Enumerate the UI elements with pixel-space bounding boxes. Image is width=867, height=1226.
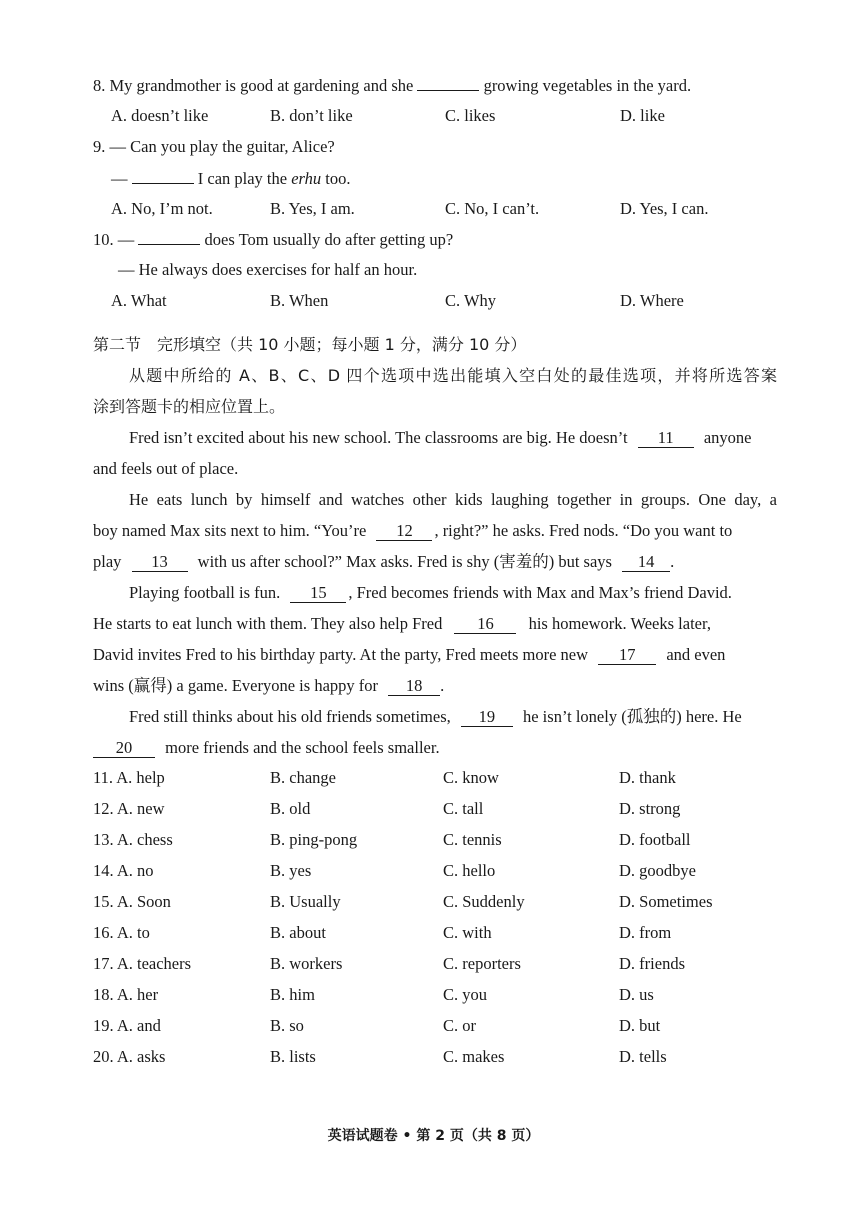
- option-d: D. Where: [620, 291, 684, 310]
- question-10-response: — He always does exercises for half an hour.: [118, 260, 418, 279]
- cloze-blank-18: 18: [388, 677, 440, 696]
- dialogue-dash: —: [111, 169, 128, 188]
- cloze-option-17-d: D. friends: [619, 954, 685, 973]
- cloze-option-11-a: 11. A. help: [93, 768, 165, 787]
- cloze-blank-19: 19: [461, 708, 513, 727]
- cloze-option-14-b: B. yes: [270, 861, 312, 880]
- cloze-option-20-a: 20. A. asks: [93, 1047, 166, 1066]
- answer-blank: [417, 73, 479, 91]
- cloze-blank-14: 14: [622, 553, 670, 572]
- cloze-option-14-d: D. goodbye: [619, 861, 696, 880]
- question-9-response: [111, 166, 777, 191]
- question-text: I can play the: [197, 169, 288, 188]
- dialogue-dash: —: [117, 230, 135, 249]
- passage-text: with us after school?” Max asks. Fred is shy (害羞的) but says: [197, 552, 612, 571]
- cloze-option-20-b: B. lists: [270, 1047, 316, 1066]
- cloze-option-16-d: D. from: [619, 923, 672, 942]
- passage-text: Fred isn’t excited about his new school. The classrooms are big. He doesn’t: [129, 428, 628, 447]
- passage-text: anyone: [703, 428, 752, 447]
- cloze-blank-16: 16: [454, 615, 516, 634]
- cloze-option-12-c: C. tall: [443, 799, 484, 818]
- answer-blank: [132, 166, 194, 184]
- cloze-option-14-a: 14. A. no: [93, 861, 154, 880]
- passage-line: [93, 519, 777, 543]
- question-number: 8.: [93, 76, 106, 95]
- option-d: D. like: [620, 106, 665, 125]
- question-text: does Tom usually do after getting up?: [204, 230, 454, 249]
- question-9-stem: [93, 135, 777, 159]
- cloze-option-14-c: C. hello: [443, 861, 496, 880]
- cloze-option-18-d: D. us: [619, 985, 654, 1004]
- section-instructions-cont: 涂到答题卡的相应位置上。: [93, 397, 286, 416]
- cloze-blank-17: 17: [598, 646, 656, 665]
- option-b: B. Yes, I am.: [270, 199, 355, 218]
- cloze-blank-15: 15: [290, 584, 346, 603]
- passage-text: he isn’t lonely (孤独的) here. He: [522, 707, 742, 726]
- passage-line: and feels out of place.: [93, 459, 239, 478]
- option-a: A. No, I’m not.: [111, 199, 213, 218]
- cloze-option-17-b: B. workers: [270, 954, 343, 973]
- question-text: too.: [325, 169, 351, 188]
- question-text: — Can you play the guitar, Alice?: [109, 137, 335, 156]
- question-text: growing vegetables in the yard.: [483, 76, 692, 95]
- passage-line: [129, 705, 777, 729]
- cloze-option-12-d: D. strong: [619, 799, 681, 818]
- cloze-option-19-a: 19. A. and: [93, 1016, 161, 1035]
- passage-text: , Fred becomes friends with Max and Max’s friend David.: [348, 583, 732, 602]
- cloze-option-12-a: 12. A. new: [93, 799, 165, 818]
- passage-text: He starts to eat lunch with them. They also help Fred: [93, 614, 443, 633]
- passage-line: [129, 581, 777, 605]
- page-footer: 英语试题卷 • 第 2 页（共 8 页）: [327, 1128, 540, 1144]
- cloze-option-17-a: 17. A. teachers: [93, 954, 192, 973]
- cloze-option-19-d: D. but: [619, 1016, 661, 1035]
- cloze-option-15-c: C. Suddenly: [443, 892, 525, 911]
- cloze-option-16-b: B. about: [270, 923, 326, 942]
- cloze-blank-12: 12: [376, 522, 432, 541]
- passage-line: [93, 612, 777, 636]
- option-a: A. doesn’t like: [111, 106, 209, 125]
- cloze-option-20-c: C. makes: [443, 1047, 505, 1066]
- cloze-option-20-d: D. tells: [619, 1047, 667, 1066]
- question-text: My grandmother is good at gardening and she: [109, 76, 414, 95]
- answer-blank: [138, 227, 200, 245]
- cloze-blank-20: 20: [93, 739, 155, 758]
- passage-text: his homework. Weeks later,: [528, 614, 711, 633]
- question-8-stem: [93, 73, 777, 98]
- cloze-option-18-c: C. you: [443, 985, 488, 1004]
- cloze-option-13-d: D. football: [619, 830, 691, 849]
- passage-text: , right?” he asks. Fred nods. “Do you want to: [434, 521, 733, 540]
- option-c: C. Why: [445, 291, 497, 310]
- cloze-option-13-b: B. ping-pong: [270, 830, 358, 849]
- cloze-blank-11: 11: [638, 429, 694, 448]
- cloze-option-11-b: B. change: [270, 768, 336, 787]
- passage-line: [93, 643, 777, 667]
- passage-text: David invites Fred to his birthday party. At the party, Fred meets more new: [93, 645, 589, 664]
- option-d: D. Yes, I can.: [620, 199, 709, 218]
- cloze-option-18-a: 18. A. her: [93, 985, 159, 1004]
- option-b: B. don’t like: [270, 106, 353, 125]
- passage-text: He eats lunch by himself and watches other kids laughing together in groups. One day, a: [129, 490, 777, 509]
- option-c: C. No, I can’t.: [445, 199, 540, 218]
- cloze-option-19-b: B. so: [270, 1016, 304, 1035]
- cloze-blank-13: 13: [132, 553, 188, 572]
- passage-text: .: [670, 552, 675, 571]
- passage-line: [93, 736, 777, 760]
- question-10-stem: [93, 227, 777, 252]
- option-a: A. What: [111, 291, 167, 310]
- cloze-option-15-d: D. Sometimes: [619, 892, 713, 911]
- emphasized-word: erhu: [291, 169, 322, 188]
- passage-line: [129, 426, 777, 450]
- question-number: 10.: [93, 230, 114, 249]
- passage-text: .: [440, 676, 445, 695]
- cloze-option-12-b: B. old: [270, 799, 311, 818]
- cloze-option-11-c: C. know: [443, 768, 499, 787]
- cloze-option-16-a: 16. A. to: [93, 923, 150, 942]
- passage-line: [93, 674, 777, 698]
- cloze-option-15-a: 15. A. Soon: [93, 892, 171, 911]
- passage-text: more friends and the school feels smaller.: [165, 738, 440, 757]
- passage-text: and even: [666, 645, 726, 664]
- option-b: B. When: [270, 291, 329, 310]
- passage-line: [93, 550, 777, 574]
- option-c: C. likes: [445, 106, 496, 125]
- cloze-option-13-c: C. tennis: [443, 830, 502, 849]
- passage-text: Fred still thinks about his old friends sometimes,: [129, 707, 451, 726]
- cloze-option-16-c: C. with: [443, 923, 492, 942]
- passage-line: [129, 488, 777, 512]
- cloze-option-15-b: B. Usually: [270, 892, 341, 911]
- passage-text: wins (赢得) a game. Everyone is happy for: [93, 676, 379, 695]
- section-title: 第二节 完形填空（共 10 小题；每小题 1 分，满分 10 分）: [93, 335, 527, 354]
- cloze-option-19-c: C. or: [443, 1016, 476, 1035]
- passage-text: boy named Max sits next to him. “You’re: [93, 521, 367, 540]
- cloze-option-17-c: C. reporters: [443, 954, 521, 973]
- section-instructions: 从题中所给的 A、B、C、D 四个选项中选出能填入空白处的最佳选项，并将所选答案: [129, 366, 777, 385]
- passage-text: play: [93, 552, 122, 571]
- passage-text: Playing football is fun.: [129, 583, 281, 602]
- cloze-option-18-b: B. him: [270, 985, 315, 1004]
- cloze-option-11-d: D. thank: [619, 768, 676, 787]
- question-number: 9.: [93, 137, 106, 156]
- cloze-option-13-a: 13. A. chess: [93, 830, 173, 849]
